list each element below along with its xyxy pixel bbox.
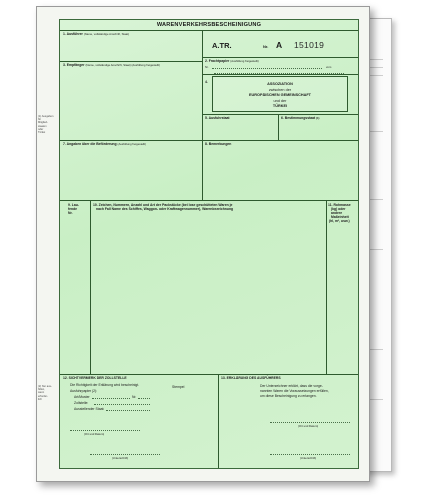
field-11-label-1: 11. Rohmasse — [328, 203, 351, 207]
field-11-label-5: (hl, m³, usw.) — [329, 219, 350, 223]
issuing-country-label: Ausstellender Staat: — [74, 407, 105, 411]
remarks-field[interactable] — [204, 147, 356, 197]
field-13-label: 13. ERKLÄRUNG DES AUSFÜHRERS — [221, 376, 281, 380]
export-country-field[interactable] — [204, 121, 276, 139]
destination-country-field[interactable] — [280, 121, 356, 139]
exporter-place-date-label: (Ort und Datum) — [298, 424, 319, 428]
exporter-declaration-line-2: nannten Waren die Voraussetzungen erfüllen, — [260, 389, 329, 393]
form-letter: A — [276, 40, 283, 50]
front-sheet — [36, 6, 370, 482]
field-5-label: 5. Ausfuhrstaat — [205, 116, 230, 120]
margin-note-1: (1) Ausgaben für Mitglied- staaten oder Türkei — [38, 115, 54, 135]
model-nr-label: Nr. — [132, 395, 137, 399]
field-9-label-2: fende — [68, 207, 78, 211]
field-8-label: 8. Bemerkungen — [205, 142, 232, 146]
stamp-label: Stempel — [172, 385, 185, 389]
customs-signature-label: (Unterschrift) — [112, 456, 129, 460]
field-2-nr: Nr. — [205, 65, 209, 69]
exporter-signature-area[interactable] — [268, 430, 352, 452]
model-label: Art/Muster — [74, 395, 90, 399]
field-2-label: 2. Frachtpapier (Ausfüllung freigestellt) — [205, 59, 259, 63]
customs-office-label: Zollstelle: — [74, 401, 89, 405]
field-11-label-3: andere — [331, 211, 343, 215]
exporter-declaration-line-3: um diese Bescheinigung zu erlangen. — [260, 394, 317, 398]
form-number: 151019 — [294, 40, 325, 50]
customs-endorsement-text: Die Richtigkeit der Erklärung wird bescheinigt. — [70, 383, 140, 387]
consignee-field[interactable] — [62, 68, 200, 138]
goods-description-field[interactable] — [92, 213, 324, 372]
stamp-area[interactable] — [152, 390, 188, 424]
exporter-declaration-line-1: Der Unterzeichner erklärt, dass die vorge- — [260, 384, 323, 388]
field-3-label: 3. Empfänger (Name, vollständige Anschrift, Staat) (Ausfüllung freigestellt) — [63, 63, 160, 67]
association-box: ASSOZIATION zwischen der EUROPÄISCHEN GEMEINSCHAFT und der TÜRKEI — [212, 76, 348, 112]
atr-label: A.TR. — [212, 41, 232, 50]
margin-note-2: (2) Nur aus- füllen, wenn erforder- lich — [38, 385, 52, 401]
field-11-label-2: (kg) oder — [331, 207, 346, 211]
customs-place-date-label: (Ort und Datum) — [84, 432, 105, 436]
atr-form — [59, 19, 359, 469]
field-6-label: 6. Bestimmungsstaat (1) — [281, 116, 320, 120]
export-document-label: Ausfuhrpapier (2): — [70, 389, 98, 393]
transport-details-field[interactable] — [62, 147, 200, 197]
gross-mass-column[interactable] — [328, 225, 356, 372]
field-10-label-1: 10. Zeichen, Nummern, Anzahl und Art der Packstücke (bei lose geschütteten Waren je — [93, 203, 233, 207]
field-9-label-1: 9. Lau- — [68, 203, 79, 207]
field-2-vom: vom — [326, 65, 332, 69]
field-10-label-2: nach Fall Name des Schiffes, Waggon- oder Kraftwagennummer), Warenbezeichnung — [96, 207, 234, 211]
item-number-column[interactable] — [61, 216, 89, 372]
field-9-label-3: Nr. — [68, 211, 73, 215]
field-4-label: 4. — [205, 80, 208, 84]
field-11-label-4: Maßeinheit — [331, 215, 349, 219]
nr-label: Nr. — [263, 44, 269, 49]
exporter-signature-label: (Unterschrift) — [300, 456, 317, 460]
field-1-label: 1. Ausführer (Name, vollständige Anschrift, Staat) — [63, 32, 130, 36]
form-title: WARENVERKEHRSBESCHEINIGUNG — [156, 22, 262, 28]
exporter-field[interactable] — [62, 37, 200, 59]
field-12-label: 12. SICHTVERMERK DER ZOLLSTELLE — [63, 376, 127, 380]
field-7-label: 7. Angaben über die Beförderung (Ausfüllung freigestellt) — [63, 142, 146, 146]
